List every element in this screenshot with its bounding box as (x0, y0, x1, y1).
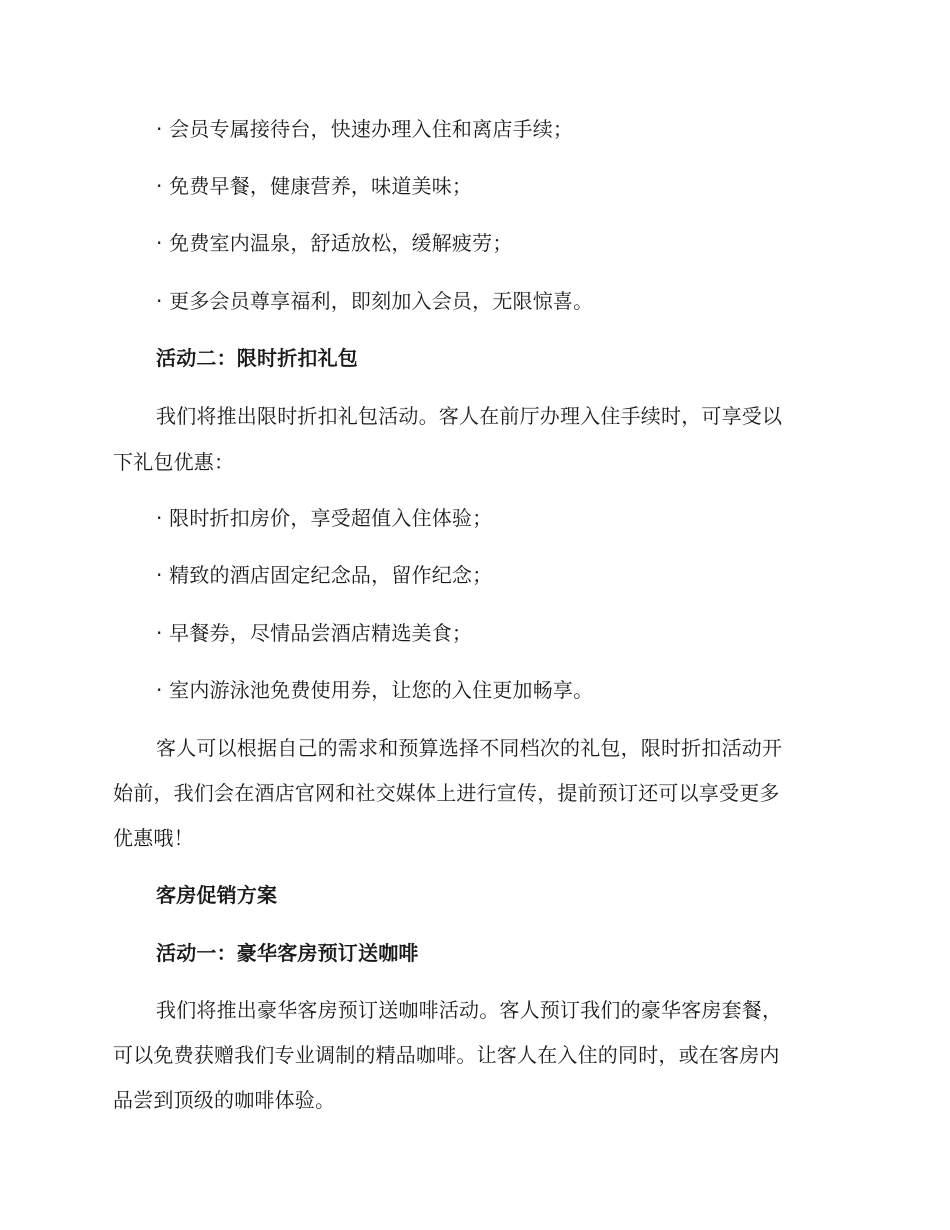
room-activity1-line-3: 品尝到顶级的咖啡体验。 (113, 1088, 336, 1112)
room-promo-heading: 客房促销方案 (156, 883, 278, 907)
activity2-heading: 活动二：限时折扣礼包 (156, 346, 358, 370)
member-bullet-3: · 免费室内温泉，舒适放松，缓解疲劳； (156, 231, 513, 255)
gift-bullet-2: · 精致的酒店固定纪念品，留作纪念； (156, 563, 493, 587)
gift-bullet-4: · 室内游泳池免费使用券，让您的入住更加畅享。 (156, 678, 594, 702)
gift-bullet-3: · 早餐券，尽情品尝酒店精选美食； (156, 621, 473, 645)
room-activity1-heading: 活动一：豪华客房预订送咖啡 (156, 941, 419, 965)
activity2-outro-line-2: 始前，我们会在酒店官网和社交媒体上进行宣传，提前预订还可以享受更多 (113, 781, 780, 805)
activity2-intro-line-2: 下礼包优惠： (113, 450, 235, 474)
activity2-outro-line-1: 客人可以根据自己的需求和预算选择不同档次的礼包，限时折扣活动开 (156, 736, 783, 760)
room-activity1-line-1: 我们将推出豪华客房预订送咖啡活动。客人预订我们的豪华客房套餐， (156, 998, 783, 1022)
activity2-intro-line-1: 我们将推出限时折扣礼包活动。客人在前厅办理入住手续时，可享受以 (156, 404, 783, 428)
gift-bullet-1: · 限时折扣房价，享受超值入住体验； (156, 506, 493, 530)
member-bullet-1: · 会员专属接待台，快速办理入住和离店手续； (156, 117, 574, 141)
member-bullet-4: · 更多会员尊享福利，即刻加入会员，无限惊喜。 (156, 289, 594, 313)
member-bullet-2: · 免费早餐，健康营养，味道美味； (156, 174, 473, 198)
room-activity1-line-2: 可以免费获赠我们专业调制的精品咖啡。让客人在入住的同时，或在客房内 (113, 1043, 780, 1067)
activity2-outro-line-3: 优惠哦！ (113, 826, 194, 850)
